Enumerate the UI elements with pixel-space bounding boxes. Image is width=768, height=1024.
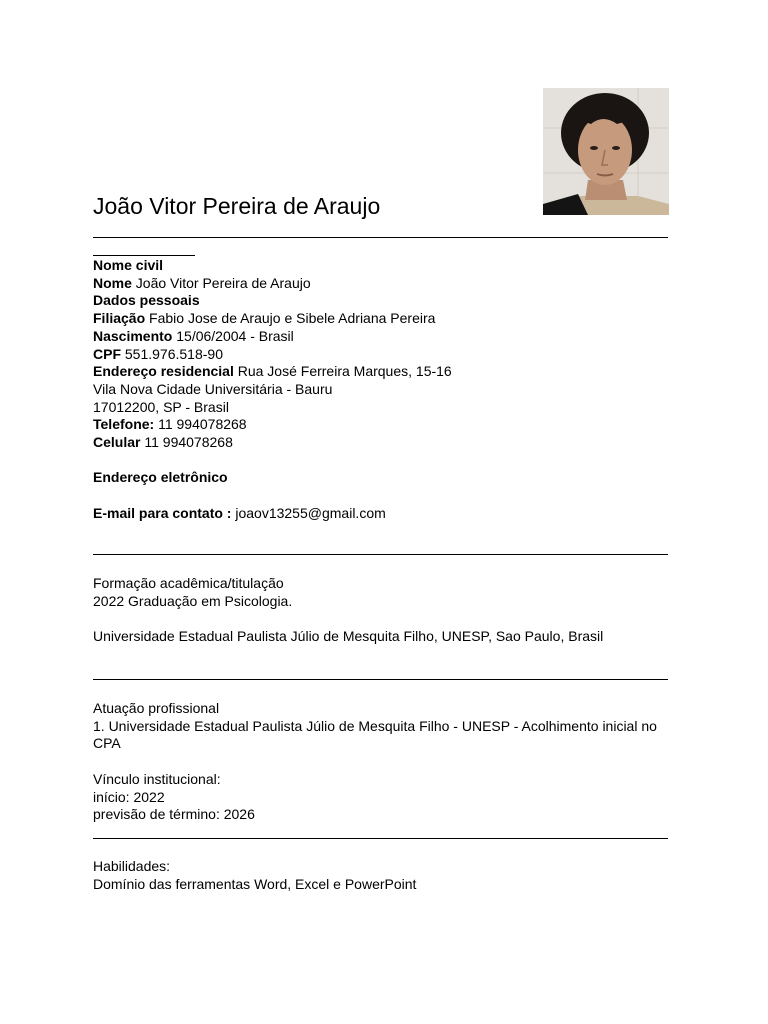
email-value[interactable]: joaov13255@gmail.com — [235, 504, 386, 521]
education-title: Formação acadêmica/titulação — [93, 575, 284, 591]
filiation-label: Filiação — [93, 310, 146, 327]
institutional-link-label: Vínculo institucional: — [93, 770, 221, 787]
divider-line — [93, 838, 668, 839]
education-degree: 2022 Graduação em Psicologia. — [93, 592, 293, 609]
divider-line — [93, 679, 668, 680]
cpf-label: CPF — [93, 345, 121, 362]
filiation-value: Fabio Jose de Araujo e Sibele Adriana Pereira — [149, 310, 436, 327]
divider-line-short — [93, 255, 195, 256]
civil-name-section-label: Nome civil — [93, 257, 164, 273]
skills-text: Domínio das ferramentas Word, Excel e PowerPoint — [93, 875, 417, 892]
skills-section — [93, 858, 693, 893]
mobile-label: Celular — [93, 434, 141, 451]
personal-data-section — [93, 257, 693, 523]
experience-title: Atuação profissional — [93, 700, 220, 716]
name-label: Nome — [93, 274, 132, 291]
birth-label: Nascimento — [93, 327, 173, 344]
full-name-heading: João Vitor Pereira de Araujo — [93, 193, 381, 219]
education-institution: Universidade Estadual Paulista Júlio de Mesquita Filho, UNESP, Sao Paulo, Brasil — [93, 628, 604, 645]
name-value: João Vitor Pereira de Araujo — [135, 274, 311, 291]
experience-section — [93, 700, 693, 824]
profile-photo — [543, 88, 669, 215]
email-label: E-mail para contato : — [93, 504, 232, 521]
electronic-address-label: Endereço eletrônico — [93, 469, 228, 486]
experience-item: 1. Universidade Estadual Paulista Júlio de Mesquita Filho - UNESP - Acolhimento inicial no CPA — [93, 717, 657, 752]
phone-label: Telefone: — [93, 416, 155, 433]
education-section — [93, 575, 693, 646]
address-line-1: Rua José Ferreira Marques, 15-16 — [237, 363, 452, 380]
address-line-2: Vila Nova Cidade Universitária - Bauru — [93, 380, 333, 397]
mobile-value: 11 994078268 — [144, 434, 233, 451]
profile-photo-image — [543, 88, 669, 215]
cpf-value: 551.976.518-90 — [124, 345, 223, 362]
personal-data-label: Dados pessoais — [93, 292, 200, 309]
birth-value: 15/06/2004 - Brasil — [176, 327, 294, 344]
experience-start: início: 2022 — [93, 788, 165, 805]
skills-title: Habilidades: — [93, 858, 171, 874]
phone-value: 11 994078268 — [158, 416, 247, 433]
address-label: Endereço residencial — [93, 363, 234, 380]
experience-end: previsão de término: 2026 — [93, 806, 255, 823]
divider-line — [93, 237, 668, 238]
divider-line — [93, 554, 668, 555]
address-line-3: 17012200, SP - Brasil — [93, 398, 229, 415]
